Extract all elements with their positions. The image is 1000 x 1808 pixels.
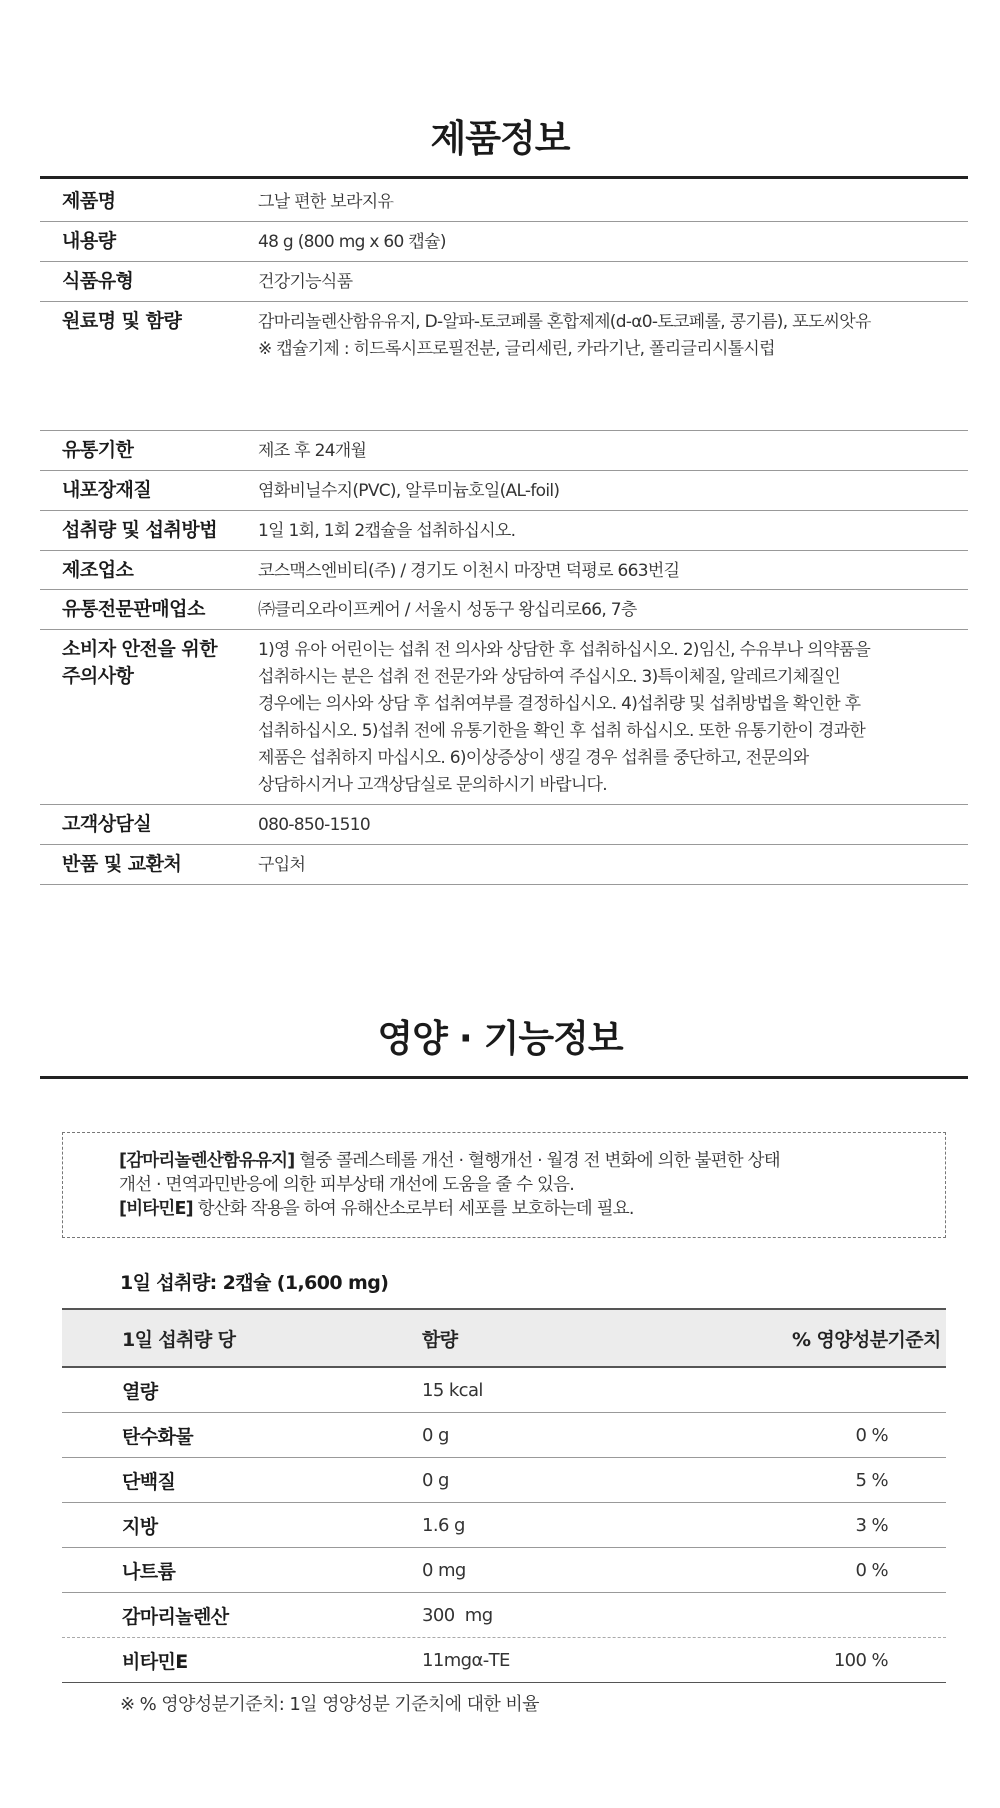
nutrient-name: 지방 bbox=[122, 1515, 158, 1538]
function-claims-box bbox=[62, 1132, 946, 1238]
header-serving: 1일 섭취량 당 bbox=[122, 1328, 236, 1351]
nutrient-name: 비타민E bbox=[122, 1650, 188, 1673]
info-row bbox=[40, 222, 968, 262]
info-row bbox=[40, 630, 968, 805]
info-value: 염화비닐수지(PVC), 알루미늄호일(AL-foil) bbox=[258, 481, 560, 501]
nutrient-amount: 11mgα-TE bbox=[422, 1649, 510, 1671]
info-row bbox=[40, 551, 968, 590]
info-value: 1일 1회, 1회 2캡슐을 섭취하십시오. bbox=[258, 521, 516, 541]
header-amount: 함량 bbox=[422, 1328, 458, 1351]
header-percent: % 영양성분기준치 bbox=[792, 1328, 941, 1351]
function-text: 개선 · 면역과민반응에 의한 피부상태 개선에 도움을 줄 수 있음. bbox=[119, 1175, 575, 1195]
daily-intake-label: 1일 섭취량: 2캡슐 (1,600 mg) bbox=[120, 1272, 389, 1294]
function-text: 혈중 콜레스테롤 개선 · 혈행개선 · 월경 전 변화에 의한 불편한 상태 bbox=[294, 1151, 780, 1171]
info-value: 건강기능식품 bbox=[258, 272, 353, 292]
info-value: 그날 편한 보라지유 bbox=[258, 192, 394, 212]
nutrition-info-title: 영양 · 기능정보 bbox=[377, 1017, 623, 1060]
nutrient-name: 열량 bbox=[122, 1380, 158, 1403]
nutrient-percent: 3 % bbox=[855, 1514, 888, 1536]
nutrient-amount: 15 kcal bbox=[422, 1379, 483, 1401]
info-label: 유통전문판매업소 bbox=[62, 598, 205, 620]
function-claim bbox=[119, 1173, 945, 1197]
info-value: 080-850-1510 bbox=[258, 815, 371, 835]
nutrition-row bbox=[62, 1548, 946, 1593]
info-row bbox=[40, 182, 968, 222]
info-row bbox=[40, 511, 968, 551]
info-row bbox=[40, 590, 968, 630]
nutrient-amount: 1.6 g bbox=[422, 1514, 465, 1536]
info-label: 소비자 안전을 위한 주의사항 bbox=[62, 638, 218, 687]
nutrition-row bbox=[62, 1368, 946, 1413]
info-label: 반품 및 교환처 bbox=[62, 853, 182, 875]
info-value: 감마리놀렌산함유유지, D-알파-토코페롤 혼합제제(d-α0-토코페롤, 콩기름), 포도씨앗유 ※ 캡슐기제 : 히드록시프로필전분, 글리세린, 카라기난, 폴리글리시톨시럽 bbox=[258, 312, 871, 359]
info-label: 내용량 bbox=[62, 230, 116, 252]
info-label: 제조업소 bbox=[62, 559, 134, 581]
info-value: 48 g (800 mg x 60 캡슐) bbox=[258, 232, 446, 252]
nutrient-amount: 0 g bbox=[422, 1469, 449, 1491]
info-row bbox=[40, 845, 968, 885]
info-label: 식품유형 bbox=[62, 270, 134, 292]
product-info-title: 제품정보 bbox=[430, 117, 570, 160]
nutrient-name: 탄수화물 bbox=[122, 1425, 194, 1448]
nutrient-amount: 0 g bbox=[422, 1424, 449, 1446]
info-row bbox=[40, 471, 968, 511]
info-value: 구입처 bbox=[258, 855, 306, 875]
nutrition-row bbox=[62, 1638, 946, 1683]
nutrition-row bbox=[62, 1503, 946, 1548]
info-row bbox=[40, 262, 968, 302]
nutrient-name: 단백질 bbox=[122, 1470, 176, 1493]
info-label: 제품명 bbox=[62, 190, 116, 212]
nutrition-row bbox=[62, 1593, 946, 1638]
nutrition-info-rule bbox=[40, 1076, 968, 1079]
function-name: [감마리놀렌산함유유지] bbox=[119, 1151, 295, 1171]
nutrient-percent: 5 % bbox=[855, 1469, 888, 1491]
product-info-table bbox=[40, 182, 968, 885]
nutrient-name: 감마리놀렌산 bbox=[122, 1605, 229, 1628]
nutrient-percent: 0 % bbox=[855, 1559, 888, 1581]
nutrient-amount: 300 mg bbox=[422, 1604, 493, 1626]
nutrition-table bbox=[62, 1308, 946, 1683]
info-row bbox=[40, 302, 968, 431]
nutrition-table-header bbox=[62, 1308, 946, 1368]
function-claim bbox=[119, 1149, 945, 1173]
nutrient-name: 나트륨 bbox=[122, 1560, 176, 1583]
nutrition-row bbox=[62, 1458, 946, 1503]
info-row bbox=[40, 805, 968, 845]
info-row bbox=[40, 431, 968, 471]
function-text: 항산화 작용을 하여 유해산소로부터 세포를 보호하는데 필요. bbox=[192, 1199, 634, 1219]
nutrition-row bbox=[62, 1413, 946, 1458]
product-info-rule bbox=[40, 176, 968, 179]
nutrient-percent: 0 % bbox=[855, 1424, 888, 1446]
info-label: 유통기한 bbox=[62, 439, 134, 461]
info-value: ㈜클리오라이프케어 / 서울시 성동구 왕십리로66, 7층 bbox=[258, 600, 637, 620]
function-name: [비타민E] bbox=[119, 1199, 193, 1219]
info-label: 원료명 및 함량 bbox=[62, 310, 182, 332]
info-label: 섭취량 및 섭취방법 bbox=[62, 519, 218, 541]
nutrient-amount: 0 mg bbox=[422, 1559, 466, 1581]
info-label: 내포장재질 bbox=[62, 479, 152, 501]
footnote: ※ % 영양성분기준치: 1일 영양성분 기준치에 대한 비율 bbox=[120, 1694, 539, 1715]
nutrient-percent: 100 % bbox=[833, 1649, 888, 1671]
info-label: 고객상담실 bbox=[62, 813, 152, 835]
info-value: 1)영 유아 어린이는 섭취 전 의사와 상담한 후 섭취하십시오. 2)임신, 수유부나 의약품을 섭취하시는 분은 섭취 전 전문가와 상담하여 주십시오. 3)특이체질, 알레르기체질인 경우에는 의사와 상담 후 섭취여부를 결정하십시오. 4)섭취량 및 섭취방법을 확인한 후 섭취하십시오. 5)섭취 전에 유통기한을 확인 후 섭취 하십시오. 또한 유통기한이 경과한 제품은 섭취하지 마십시오. 6)이상증상이 생길 경우 섭취를 중단하고, 전문의와 상담하시거나 고객상담실로 문의하시기 바랍니다. bbox=[258, 640, 871, 795]
info-value: 코스맥스엔비티(주) / 경기도 이천시 마장면 덕평로 663번길 bbox=[258, 561, 680, 581]
info-value: 제조 후 24개월 bbox=[258, 441, 367, 461]
function-claim bbox=[119, 1197, 945, 1221]
